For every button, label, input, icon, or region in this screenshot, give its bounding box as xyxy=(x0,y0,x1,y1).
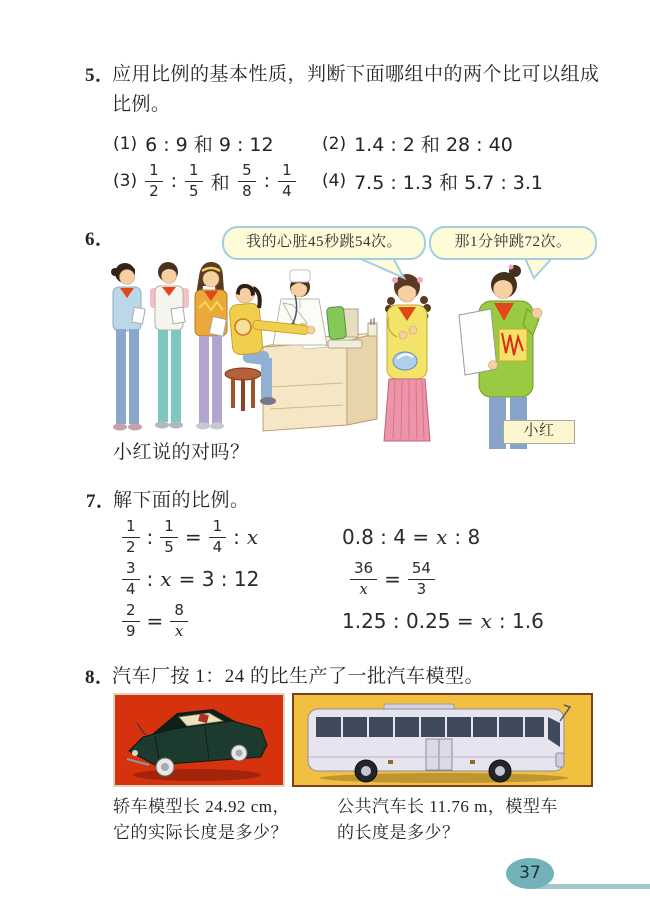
numerator: 2 xyxy=(122,603,140,622)
fraction xyxy=(160,516,178,556)
problem-5-item-2 xyxy=(322,130,513,157)
fraction xyxy=(122,600,140,640)
denominator: 4 xyxy=(212,537,223,556)
problem-5-text-line1: 应用比例的基本性质，判断下面哪组中的两个比可以组成 xyxy=(112,64,600,85)
name-tag: 小红 xyxy=(503,420,575,444)
fraction xyxy=(145,160,163,200)
colon: : xyxy=(146,525,154,549)
bus-caption-line1: 公共汽车长 11.76 m，模型车 xyxy=(337,797,558,816)
denominator: 8 xyxy=(242,181,252,200)
denominator: 2 xyxy=(126,537,136,556)
numerator: 54 xyxy=(408,561,435,580)
unknown-x: x xyxy=(160,567,172,591)
numerator: 5 xyxy=(238,163,256,182)
problem-8-number: 8． xyxy=(85,667,115,688)
numerator: 1 xyxy=(160,519,178,538)
denominator-x: x xyxy=(174,621,184,640)
fraction xyxy=(122,516,140,556)
equation-r3 xyxy=(342,598,544,644)
equation-l2 xyxy=(122,556,259,602)
denominator: 4 xyxy=(126,579,136,598)
equation-r2 xyxy=(350,556,435,602)
car-caption-line2: 它的实际长度是多少？ xyxy=(113,823,288,842)
problem-8-text: 汽车厂按 1：24 的比生产了一批汽车模型。 xyxy=(112,666,485,687)
page-number-badge: 37 xyxy=(506,858,554,889)
problem-5-number: 5． xyxy=(85,65,115,86)
numerator: 8 xyxy=(170,603,188,622)
problem-5-item-3 xyxy=(113,157,296,205)
denominator: 9 xyxy=(126,621,136,640)
equation-text: : 8 xyxy=(454,525,481,549)
colon: : xyxy=(170,170,178,192)
numerator: 1 xyxy=(145,163,163,182)
problem-6-number: 6． xyxy=(85,229,115,250)
equation-text: 1.25 : 0.25 = xyxy=(342,609,474,633)
equation-text: 0.8 : 4 = xyxy=(342,525,430,549)
equation-l1 xyxy=(122,514,258,560)
bus-photo xyxy=(292,693,593,787)
problem-5-item-4 xyxy=(322,157,543,205)
denominator-x: x xyxy=(359,579,368,598)
item-4-label: (4) xyxy=(322,171,347,191)
problem-5-item-1 xyxy=(113,130,274,157)
equation-r1 xyxy=(342,514,480,560)
equation-l3 xyxy=(122,598,188,644)
numerator: 1 xyxy=(122,519,140,538)
denominator: 4 xyxy=(282,181,292,200)
problem-7-number: 7． xyxy=(86,491,116,512)
and-word: 和 xyxy=(210,172,231,194)
item-2-text: 1.4 : 2 和 28 : 40 xyxy=(354,134,513,156)
numerator: 3 xyxy=(122,561,140,580)
problem-7-title: 解下面的比例。 xyxy=(113,490,250,511)
bus-illustration xyxy=(294,695,591,785)
equals-sign: = xyxy=(384,567,401,591)
fraction xyxy=(122,558,140,598)
fraction xyxy=(278,160,296,200)
queue-girl-1 xyxy=(111,263,145,431)
fraction xyxy=(238,160,256,200)
fraction xyxy=(350,558,377,598)
denominator: 2 xyxy=(149,181,159,200)
numerator: 36 xyxy=(350,561,377,580)
item-3-label: (3) xyxy=(113,171,138,191)
bus-caption xyxy=(337,794,597,846)
car-model-photo xyxy=(113,693,285,787)
unknown-x: x xyxy=(246,525,259,549)
item-1-label: (1) xyxy=(113,133,138,154)
item-1-text: 6 : 9 和 9 : 12 xyxy=(145,134,274,156)
queue-girl-2 xyxy=(150,262,189,429)
denominator: 5 xyxy=(189,181,199,200)
item-4-text: 7.5 : 1.3 和 5.7 : 3.1 xyxy=(354,171,543,194)
equals-sign: = xyxy=(146,609,164,633)
car-caption xyxy=(113,794,338,846)
car-caption-line1: 轿车模型长 24.92 cm， xyxy=(113,797,291,816)
yellow-sweater-girl xyxy=(384,274,431,441)
equation-text: : 1.6 xyxy=(498,609,544,633)
fraction xyxy=(185,160,203,200)
car-illustration xyxy=(115,695,283,785)
queue-girl-3 xyxy=(195,262,227,430)
denominator: 5 xyxy=(164,537,174,556)
equals-sign: = xyxy=(184,525,202,549)
colon: : xyxy=(233,525,240,549)
denominator: 3 xyxy=(416,579,427,598)
colon: : xyxy=(263,170,271,192)
problem-6-question: 小红说的对吗？ xyxy=(113,442,250,463)
numerator: 1 xyxy=(278,163,296,182)
speech-bubble-2: 那1分钟跳72次。 xyxy=(429,226,597,260)
numerator: 1 xyxy=(185,163,203,182)
fraction xyxy=(209,516,227,556)
equation-text: = 3 : 12 xyxy=(178,567,260,591)
fraction xyxy=(170,600,188,640)
unknown-x: x xyxy=(480,609,492,633)
numerator: 1 xyxy=(209,519,227,538)
fraction xyxy=(408,558,435,598)
problem-5-text-line2: 比例。 xyxy=(112,94,171,115)
colon: : xyxy=(146,567,154,591)
bus-caption-line2: 的长度是多少？ xyxy=(337,823,460,842)
item-2-label: (2) xyxy=(322,133,347,154)
speech-bubble-1: 我的心脏45秒跳54次。 xyxy=(222,226,426,260)
unknown-x: x xyxy=(436,525,448,549)
